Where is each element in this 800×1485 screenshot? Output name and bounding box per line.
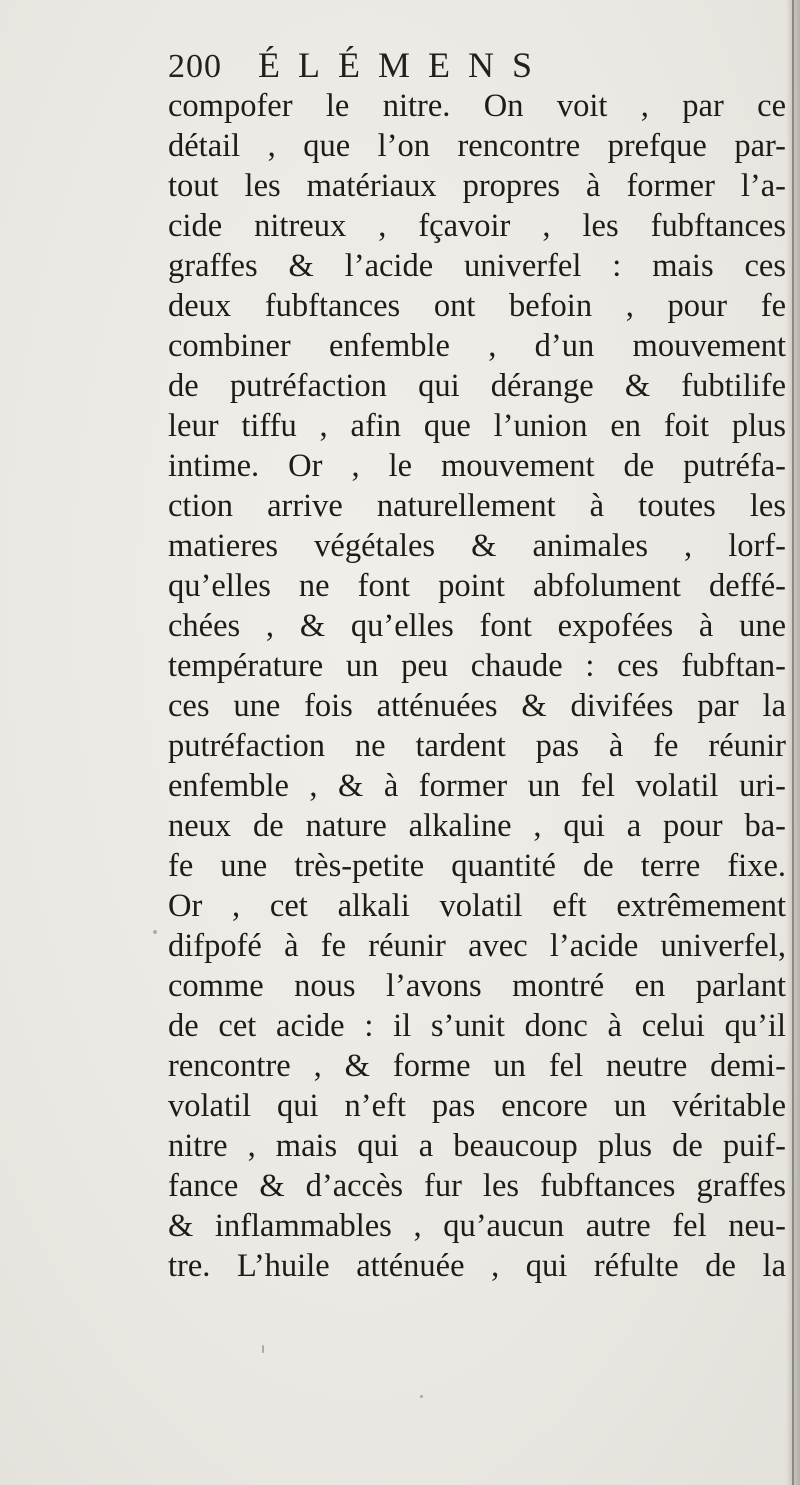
text-line: volatil qui n’eft pas encore un véritable <box>168 1088 786 1124</box>
text-line: fe une très-petite quantité de terre fixe. <box>168 848 786 884</box>
text-line: détail , que l’on rencontre prefque par- <box>168 128 786 164</box>
text-line: matieres végétales & animales , lorf- <box>168 528 786 564</box>
text-line: enfemble , & à former un fel volatil uri- <box>168 768 786 804</box>
text-line: & inflammables , qu’aucun autre fel neu- <box>168 1208 786 1244</box>
body-text <box>168 86 786 1286</box>
text-line: rencontre , & forme un fel neutre demi- <box>168 1048 786 1084</box>
text-line: difpofé à fe réunir avec l’acide univerfel, <box>168 928 786 964</box>
text-line: comme nous l’avons montré en parlant <box>168 968 786 1004</box>
text-line: chées , & qu’elles font expofées à une <box>168 608 786 644</box>
text-line: qu’elles ne font point abfolument deffé- <box>168 568 786 604</box>
text-line: putréfaction ne tardent pas à fe réunir <box>168 728 786 764</box>
text-line: fance & d’accès fur les fubftances graffes <box>168 1168 786 1204</box>
paper-speck <box>420 1395 423 1398</box>
text-line: température un peu chaude : ces fubftan- <box>168 648 786 684</box>
text-line: intime. Or , le mouvement de putréfa- <box>168 448 786 484</box>
text-line: de cet acide : il s’unit donc à celui qu’il <box>168 1008 786 1044</box>
text-line: ces une fois atténuées & divifées par la <box>168 688 786 724</box>
text-line: cide nitreux , fçavoir , les fubftances <box>168 208 786 244</box>
text-line: de putréfaction qui dérange & fubtilife <box>168 368 786 404</box>
text-line: ction arrive naturellement à toutes les <box>168 488 786 524</box>
text-line: compofer le nitre. On voit , par ce <box>168 88 786 124</box>
page-number: 200 <box>168 48 222 85</box>
running-title: ÉLÉMENS <box>258 45 550 85</box>
text-line: leur tiffu , afin que l’union en foit plus <box>168 408 786 444</box>
page-edge-line <box>792 0 794 1485</box>
text-line: tre. L’huile atténuée , qui réfulte de la <box>168 1248 786 1284</box>
paper-speck <box>153 930 157 934</box>
text-line: nitre , mais qui a beaucoup plus de puif- <box>168 1128 786 1164</box>
running-head <box>168 42 688 90</box>
text-line: combiner enfemble , d’un mouvement <box>168 328 786 364</box>
text-line: deux fubftances ont befoin , pour fe <box>168 288 786 324</box>
text-line: Or , cet alkali volatil eft extrêmement <box>168 888 786 924</box>
text-line: tout les matériaux propres à former l’a- <box>168 168 786 204</box>
text-line: neux de nature alkaline , qui a pour ba- <box>168 808 786 844</box>
paper-speck <box>262 1345 264 1353</box>
text-line: graffes & l’acide univerfel : mais ces <box>168 248 786 284</box>
